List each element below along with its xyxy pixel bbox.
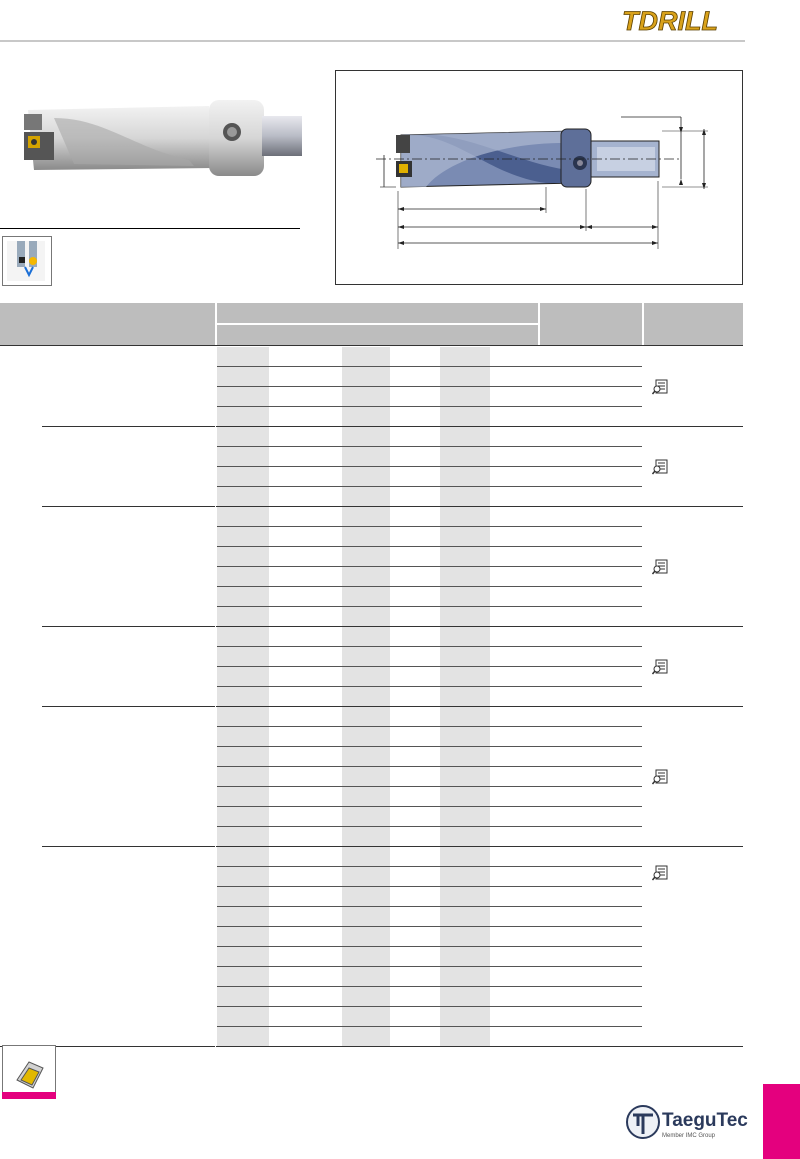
table-cell-shaded [217, 1027, 269, 1046]
table-header-page [644, 303, 743, 345]
table-row [0, 1007, 743, 1027]
table-cell-shaded [217, 967, 269, 986]
section-rule [0, 228, 300, 229]
table-cell-shaded [342, 567, 390, 586]
table-cell-shaded [440, 467, 490, 486]
table-row [0, 507, 743, 527]
table-row [0, 427, 743, 447]
table-cell-shaded [217, 727, 269, 746]
table-row [0, 707, 743, 727]
table-row [0, 407, 743, 427]
detail-page-icon[interactable] [652, 865, 668, 881]
table-cell-shaded [440, 387, 490, 406]
table-row [0, 867, 743, 887]
detail-page-icon[interactable] [652, 459, 668, 475]
table-cell-shaded [342, 387, 390, 406]
table-cell-shaded [217, 1007, 269, 1026]
table-cell-shaded [217, 827, 269, 846]
table-cell-shaded [342, 707, 390, 726]
table-cell-shaded [342, 1007, 390, 1026]
table-row [0, 967, 743, 987]
table-row [0, 567, 743, 587]
taegutec-emblem-icon [625, 1104, 661, 1140]
table-cell-shaded [342, 667, 390, 686]
table-cell-shaded [440, 707, 490, 726]
insert-note-icon [2, 1045, 56, 1099]
table-row [0, 467, 743, 487]
table-cell-shaded [342, 607, 390, 626]
brand-logo [620, 4, 746, 36]
table-cell-shaded [440, 587, 490, 606]
table-cell-shaded [342, 427, 390, 446]
table-cell-shaded [440, 567, 490, 586]
table-cell-shaded [440, 667, 490, 686]
table-row [0, 387, 743, 407]
table-cell-shaded [440, 927, 490, 946]
table-cell-shaded [217, 427, 269, 446]
table-cell-shaded [342, 407, 390, 426]
table-cell-shaded [342, 907, 390, 926]
header-rule [0, 40, 745, 42]
table-cell-shaded [217, 527, 269, 546]
table-cell-shaded [342, 527, 390, 546]
logo-text: TaeguTec [662, 1110, 748, 1131]
table-cell-shaded [342, 627, 390, 646]
table-cell-shaded [440, 487, 490, 506]
table-cell-shaded [440, 407, 490, 426]
table-cell-shaded [440, 1007, 490, 1026]
table-cell-shaded [440, 887, 490, 906]
table-cell-shaded [440, 1027, 490, 1046]
table-cell-shaded [342, 967, 390, 986]
table-row [0, 667, 743, 687]
group-rule [0, 1046, 743, 1047]
table-cell-shaded [440, 747, 490, 766]
detail-page-icon[interactable] [652, 659, 668, 675]
table-row [0, 447, 743, 467]
table-cell-shaded [342, 1027, 390, 1046]
table-row [0, 627, 743, 647]
table-row [0, 727, 743, 747]
tdrill-logo-icon [620, 4, 746, 36]
table-cell-shaded [342, 447, 390, 466]
table-cell-shaded [440, 647, 490, 666]
table-cell-shaded [440, 827, 490, 846]
table-row [0, 687, 743, 707]
table-cell-shaded [217, 707, 269, 726]
table-cell-shaded [440, 347, 490, 366]
table-cell-shaded [217, 747, 269, 766]
table-row [0, 1027, 743, 1047]
table-cell-shaded [440, 847, 490, 866]
table-cell-shaded [342, 787, 390, 806]
table-cell-shaded [217, 887, 269, 906]
table-cell-shaded [342, 647, 390, 666]
table-row [0, 947, 743, 967]
table-header-col1 [0, 303, 215, 345]
table-cell-shaded [440, 687, 490, 706]
table-row [0, 927, 743, 947]
table-row [0, 887, 743, 907]
table-cell-shaded [440, 967, 490, 986]
table-cell-shaded [342, 747, 390, 766]
detail-page-icon[interactable] [652, 559, 668, 575]
table-cell-shaded [342, 507, 390, 526]
table-cell-shaded [342, 947, 390, 966]
table-cell-shaded [440, 987, 490, 1006]
column-rule [215, 347, 216, 1047]
table-cell-shaded [217, 787, 269, 806]
table-cell-shaded [217, 627, 269, 646]
table-row [0, 647, 743, 667]
table-cell-shaded [217, 647, 269, 666]
svg-text:TDRILL: TDRILL [622, 6, 718, 36]
table-cell-shaded [342, 767, 390, 786]
table-cell-shaded [217, 987, 269, 1006]
table-cell-shaded [440, 547, 490, 566]
table-cell-shaded [217, 947, 269, 966]
table-header-rule [0, 345, 743, 346]
table-row [0, 367, 743, 387]
table-cell-shaded [217, 367, 269, 386]
table-cell-shaded [342, 887, 390, 906]
table-cell-shaded [217, 847, 269, 866]
table-row [0, 547, 743, 567]
table-row [0, 787, 743, 807]
drill-application-icon [2, 236, 52, 286]
table-row [0, 847, 743, 867]
table-cell-shaded [217, 687, 269, 706]
table-cell-shaded [342, 347, 390, 366]
table-row [0, 347, 743, 367]
table-cell-shaded [342, 547, 390, 566]
table-cell-shaded [440, 947, 490, 966]
table-cell-shaded [440, 507, 490, 526]
table-cell-shaded [342, 467, 390, 486]
table-cell-shaded [440, 447, 490, 466]
table-cell-shaded [440, 727, 490, 746]
table-row [0, 807, 743, 827]
table-row [0, 767, 743, 787]
table-cell-shaded [217, 487, 269, 506]
product-photo [14, 88, 314, 198]
table-cell-shaded [342, 847, 390, 866]
table-cell-shaded [440, 627, 490, 646]
table-cell-shaded [440, 907, 490, 926]
table-cell-shaded [342, 827, 390, 846]
table-row [0, 907, 743, 927]
table-row [0, 587, 743, 607]
table-header-insert [540, 303, 642, 345]
specification-table [0, 303, 743, 1040]
table-cell-shaded [440, 767, 490, 786]
table-cell-shaded [342, 807, 390, 826]
table-row [0, 747, 743, 767]
table-cell-shaded [342, 727, 390, 746]
dimension-drawing [335, 70, 743, 285]
table-header-dimensions [217, 303, 538, 323]
table-row [0, 487, 743, 507]
section-side-tab [763, 1084, 800, 1159]
table-cell-shaded [342, 687, 390, 706]
table-cell-shaded [217, 587, 269, 606]
table-cell-shaded [342, 927, 390, 946]
table-cell-shaded [217, 607, 269, 626]
table-cell-shaded [440, 787, 490, 806]
table-cell-shaded [217, 467, 269, 486]
table-cell-shaded [217, 807, 269, 826]
table-cell-shaded [217, 867, 269, 886]
table-row [0, 607, 743, 627]
table-cell-shaded [217, 347, 269, 366]
table-cell-shaded [217, 927, 269, 946]
table-cell-shaded [217, 567, 269, 586]
table-cell-shaded [217, 667, 269, 686]
table-cell-shaded [217, 507, 269, 526]
table-cell-shaded [342, 587, 390, 606]
table-row [0, 527, 743, 547]
table-cell-shaded [440, 367, 490, 386]
table-cell-shaded [342, 867, 390, 886]
table-cell-shaded [342, 367, 390, 386]
table-cell-shaded [217, 547, 269, 566]
table-cell-shaded [440, 807, 490, 826]
table-cell-shaded [342, 487, 390, 506]
note-accent-bar [2, 1092, 56, 1099]
table-row [0, 987, 743, 1007]
detail-page-icon[interactable] [652, 379, 668, 395]
table-cell-shaded [217, 407, 269, 426]
table-cell-shaded [440, 867, 490, 886]
table-cell-shaded [440, 527, 490, 546]
table-cell-shaded [342, 987, 390, 1006]
table-cell-shaded [440, 607, 490, 626]
detail-page-icon[interactable] [652, 769, 668, 785]
table-header-dimensions-sub [217, 325, 538, 345]
taegutec-logo [625, 1102, 750, 1142]
table-row [0, 827, 743, 847]
table-cell-shaded [440, 427, 490, 446]
table-cell-shaded [217, 447, 269, 466]
table-cell-shaded [217, 387, 269, 406]
table-cell-shaded [217, 767, 269, 786]
logo-subtext: Member IMC Group [662, 1133, 716, 1139]
table-cell-shaded [217, 907, 269, 926]
